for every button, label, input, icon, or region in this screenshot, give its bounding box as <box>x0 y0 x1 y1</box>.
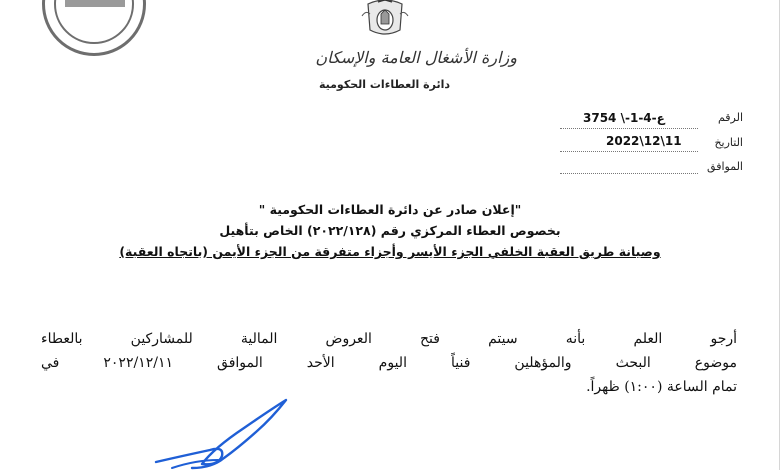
handwritten-signature <box>152 398 292 470</box>
date-label: التاريخ <box>714 136 743 149</box>
announcement-project: وصيانة طريق العقبة الخلفي الجزء الأيسر وأجزاء متفرقة من الجزء الأيمن (باتجاه العقبة) <box>119 244 661 259</box>
hijri-date-label: الموافق <box>707 160 743 173</box>
department-seal <box>42 0 146 56</box>
seal-band <box>65 0 125 7</box>
body-paragraph-line-1: أرجو العلم بأنه سيتم فتح العروض المالية للمشاركين بالعطاء <box>41 331 737 347</box>
royal-crest-icon <box>356 0 414 38</box>
hijri-dotted-line <box>560 173 698 174</box>
ministry-name: وزارة الأشغال العامة والإسكان <box>315 48 517 67</box>
body-paragraph-line-2: موضوع البحث والمؤهلين فنياً اليوم الأحد الموافق ٢٠٢٢/١٢/١١ في <box>41 355 737 371</box>
announcement-subject: بخصوص العطاء المركزي رقم (٢٠٢٢/١٢٨) الخاص بتأهيل <box>219 223 561 238</box>
department-name: دائرة العطاءات الحكومية <box>318 78 450 91</box>
body-paragraph-line-3: تمام الساعة (١:٠٠) ظهراً. <box>586 379 737 395</box>
date-dotted-line <box>560 151 698 152</box>
reference-label: الرقم <box>717 111 743 124</box>
reference-value: ع-4-1-\ 3754 <box>583 111 665 125</box>
announcement-title: "إعلان صادر عن دائرة العطاءات الحكومية " <box>258 202 522 217</box>
date-value: 2022\12\11 <box>606 134 682 148</box>
reference-dotted-line <box>560 128 698 129</box>
